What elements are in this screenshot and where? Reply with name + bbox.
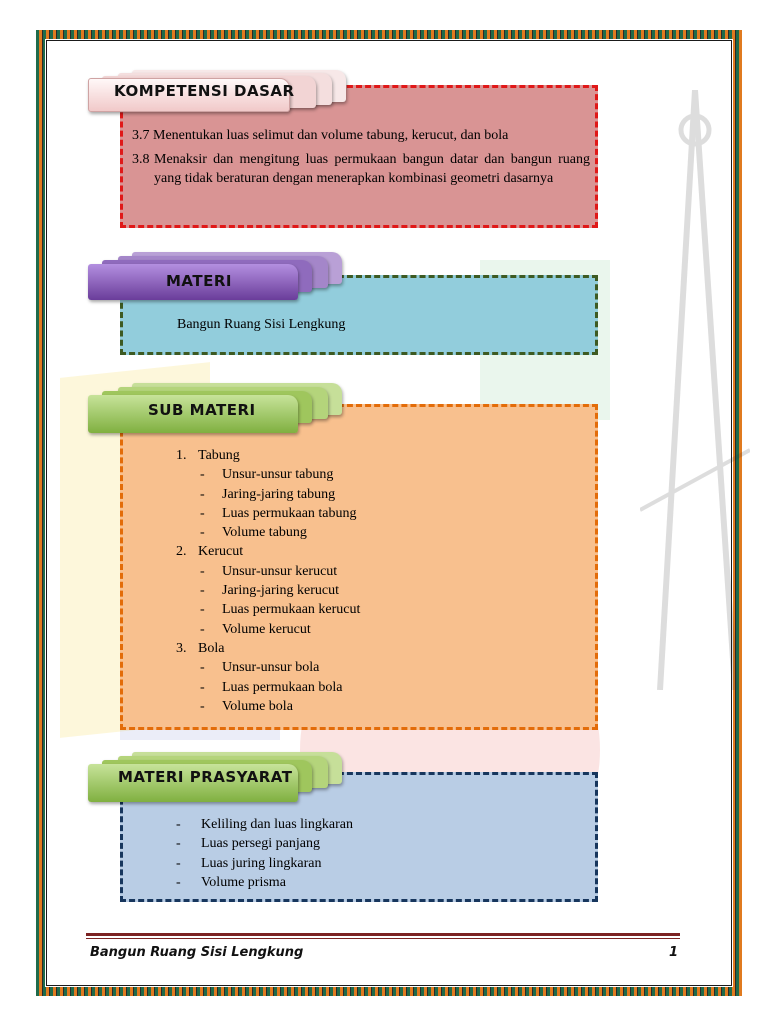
list-item: 1. Tabung [176,448,240,463]
kompetensi-item [132,126,592,145]
kompetensi-item-number: 3.8 [132,152,150,167]
materi-prasyarat-heading: MATERI PRASYARAT [118,768,293,786]
list-item: - Volume kerucut [200,621,311,637]
materi-tab [88,252,348,288]
materi-text: Bangun Ruang Sisi Lengkung [177,317,346,332]
kompetensi-item-number: 3.7 [132,128,150,143]
list-item: - Jaring-jaring tabung [200,486,336,502]
list-item: - Unsur-unsur bola [200,660,320,676]
materi-prasyarat-tab [88,752,348,788]
list-item: - Unsur-unsur kerucut [200,563,338,579]
list-item: - Jaring-jaring kerucut [200,583,340,599]
list-item: - Volume tabung [200,525,307,541]
list-item: - Volume prisma [176,874,286,890]
kompetensi-item [132,150,590,188]
kompetensi-dasar-heading: KOMPETENSI DASAR [114,82,295,100]
list-item: - Luas juring lingkaran [176,855,322,871]
materi-heading: MATERI [166,272,232,290]
list-item: - Luas permukaan kerucut [200,602,361,618]
list-item: - Luas permukaan tabung [200,505,357,521]
sub-materi-tab [88,383,348,419]
list-item: - Volume bola [200,698,293,714]
materi-prasyarat-list [176,815,353,892]
list-item: - Unsur-unsur tabung [200,467,334,483]
footer-title: Bangun Ruang Sisi Lengkung [90,945,304,960]
kompetensi-item-text: Menentukan luas selimut dan volume tabung, kerucut, dan bola [153,128,509,143]
list-item: - Luas persegi panjang [176,836,320,852]
kompetensi-dasar-tab [88,70,348,106]
list-item: - Keliling dan luas lingkaran [176,817,354,832]
footer-divider [86,938,680,939]
sub-materi-heading: SUB MATERI [148,401,256,419]
list-item: 3. Bola [176,640,225,656]
kompetensi-item-text: Menaksir dan mengitung luas permukaan bangun datar dan bangun ruang yang tidak beraturan dengan menerapkan kombinasi geometri dasarnya [154,152,590,186]
page-number: 1 [668,945,678,960]
footer-divider [86,933,680,936]
list-item: 2. Kerucut [176,544,244,560]
sub-materi-list [176,446,360,716]
list-item: - Luas permukaan bola [200,679,343,695]
